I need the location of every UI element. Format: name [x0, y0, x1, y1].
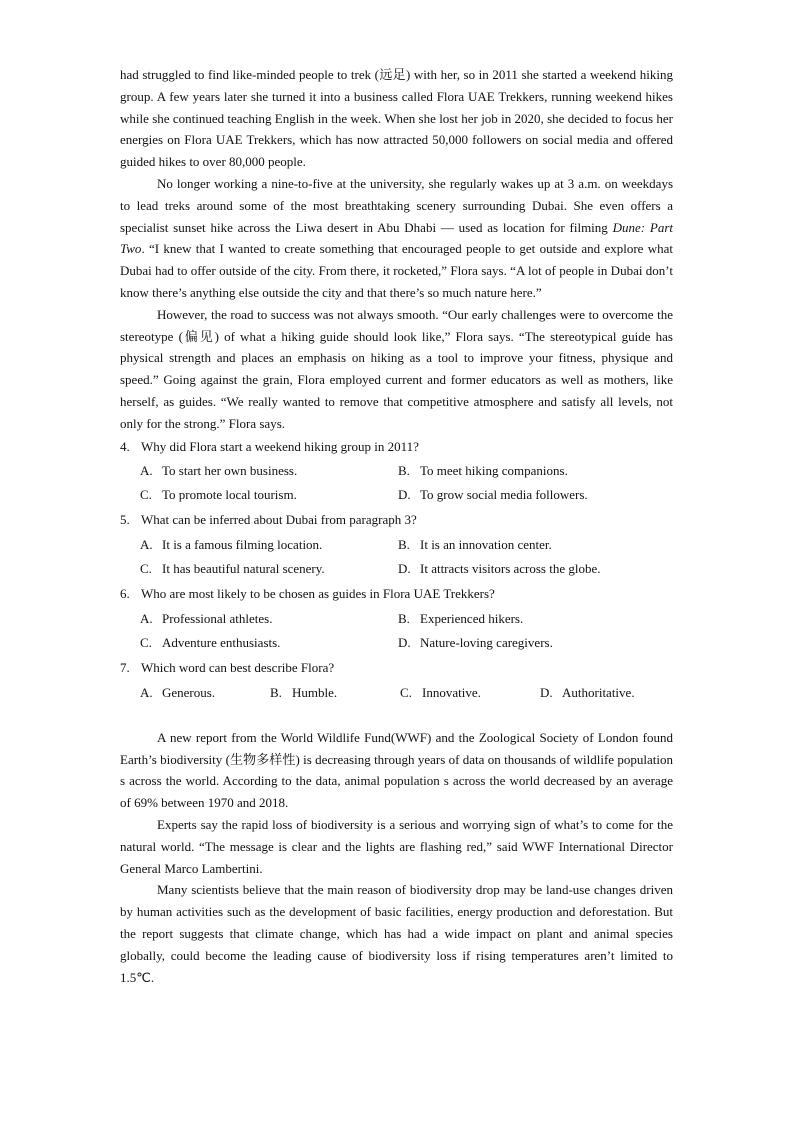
option-d: D. Authoritative. [540, 684, 635, 700]
question-text: Who are most likely to be chosen as guides in Flora UAE Trekkers? [141, 586, 495, 602]
option-c: C. To promote local tourism. [140, 487, 297, 503]
option-c: C. Innovative. [400, 684, 481, 700]
question-number: 6. [120, 586, 130, 602]
option-d: D. It attracts visitors across the globe. [398, 561, 601, 577]
passage1-paragraph-3: However, the road to success was not always smooth. “Our early challenges were to overcome the stereotype (偏见) of what a hiking guide should look like,” Flora says. “The stereotypical guide has physical strength and places an emphasis on hiking as a tool to improve your fitness, physique and speed.” Going against the grain, Flora employed current and former educators as well as mothers, like herself, as guides. “We really wanted to remove that competitive atmosphere and satisfy all levels, not only for the strong.” Flora says. [120, 306, 673, 431]
passage2-paragraph-3: Many scientists believe that the main reason of biodiversity drop may be land-use changes driven by human activities such as the development of basic facilities, energy production and deforestation. But the report suggests that climate change, which has had a wide impact on plant and animal species globally, could become the leading cause of biodiversity loss if rising temperatures aren’t limited to 1.5℃. [120, 882, 673, 985]
passage1-paragraph-2 [120, 173, 673, 304]
option-b: B. Humble. [270, 684, 338, 700]
question-number: 4. [120, 438, 130, 454]
film-title: Dune: Part Two [120, 219, 673, 257]
passage1-paragraph-1: had struggled to find like-minded people to trek (远足) with her, so in 2011 she started a weekend hiking group. A few years later she turned it into a business called Flora UAE Trekkers, running weekend hikes while she continued teaching English in the week. When she lost her job in 2020, she decided to focus her energies on Flora UAE Trekkers, which has now attracted 50,000 followers on social media and offered guided hikes to over 80,000 people. [120, 67, 673, 170]
question-options [120, 533, 673, 581]
option-b: B. To meet hiking companions. [398, 463, 568, 479]
option-c: C. It has beautiful natural scenery. [140, 561, 325, 577]
passage1-paragraph-2-part-a: No longer working a nine-to-five at the university, she regularly wakes up at 3 a.m. on weekdays to lead treks around some of the most breathtaking scenery surrounding Dubai. She even offers a specialist sunset hike across the Liwa desert in Abu Dhabi — used as location for filming [120, 175, 673, 235]
question-7 [120, 657, 673, 705]
question-text: Why did Flora start a weekend hiking group in 2011? [141, 438, 419, 454]
question-options [120, 607, 673, 655]
section-gap [120, 707, 673, 727]
question-options [120, 459, 673, 507]
option-b: B. It is an innovation center. [398, 537, 552, 553]
option-a: A. It is a famous filming location. [140, 537, 323, 553]
question-5 [120, 509, 673, 581]
question-options [120, 681, 673, 705]
passage1-paragraph-2-part-b: . “I knew that I wanted to create something that encouraged people to get outside and explore what Dubai had to offer outside of the city. From there, it rocketed,” Flora says. “A lot of people in Dubai don’t know there’s anything else outside the city and that there’s so much nature here.” [120, 241, 673, 300]
passage2-paragraph-2: Experts say the rapid loss of biodiversity is a serious and worrying sign of what’s to come for the natural world. “The message is clear and the lights are flashing red,” said WWF International Director General Marco Lambertini. [120, 816, 673, 876]
question-number: 7. [120, 659, 130, 675]
question-number: 5. [120, 512, 130, 528]
document-page [120, 64, 673, 988]
option-a: A. Generous. [140, 684, 216, 700]
question-6 [120, 583, 673, 655]
option-c: C. Adventure enthusiasts. [140, 635, 281, 651]
passage2-paragraph-1: A new report from the World Wildlife Fund(WWF) and the Zoological Society of London found Earth’s biodiversity (生物多样性) is decreasing through years of data on thousands of wildlife population s across the world. According to the data, animal population s across the world decreased by an average of 69% between 1970 and 2018. [120, 729, 673, 811]
question-text: Which word can best describe Flora? [141, 659, 335, 675]
question-text: What can be inferred about Dubai from paragraph 3? [141, 512, 417, 528]
option-d: D. Nature-loving caregivers. [398, 635, 553, 651]
option-a: A. Professional athletes. [140, 611, 273, 627]
option-d: D. To grow social media followers. [398, 487, 588, 503]
option-a: A. To start her own business. [140, 463, 298, 479]
option-b: B. Experienced hikers. [398, 611, 524, 627]
question-4 [120, 436, 673, 508]
